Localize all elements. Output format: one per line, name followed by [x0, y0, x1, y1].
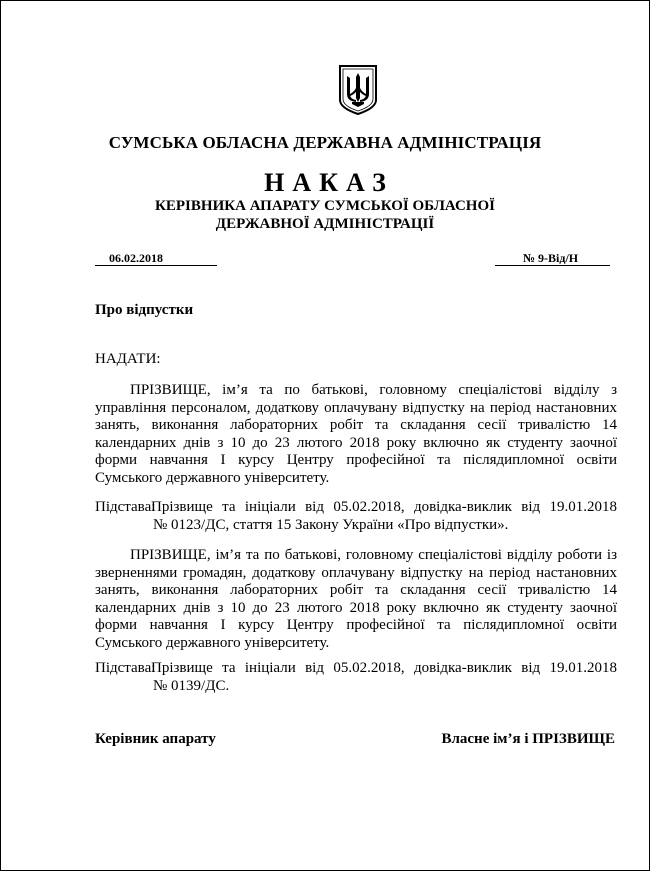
issuer-line-2: ДЕРЖАВНОЇ АДМІНІСТРАЦІЇ — [215, 216, 435, 232]
order-item-1-basis — [95, 499, 617, 534]
signatory-name: Власне ім’я і ПРІЗВИЩЕ — [441, 731, 615, 747]
issuer-line-1: КЕРІВНИКА АПАРАТУ СУМСЬКОЇ ОБЛАСНОЇ — [155, 198, 495, 214]
document-type-title: НАКАЗ — [264, 168, 394, 197]
basis-text-line-2: № 0139/ДС. — [153, 677, 230, 694]
order-item-2-text: ПРІЗВИЩЕ, ім’я та по батькові, головному спеціалістові відділу роботи із зверненнями громадян, додаткову оплачувану відпустку на період настановних занять, виконання лабораторних робіт та складання сесії тривалістю 14 календарних днів з 10 до 23 лютого 2018 року включно як студенту заочної форми навчання І курсу Центру професійної та післядипломної освіти Сумського державного університету. — [95, 547, 617, 651]
order-item-2-basis — [95, 660, 617, 695]
basis-text-line-1: Прізвище та ініціали від 05.02.2018, довідка-виклик від 19.01.2018 — [151, 499, 617, 515]
organization-name: СУМСЬКА ОБЛАСНА ДЕРЖАВНА АДМІНІСТРАЦІЯ — [108, 133, 542, 152]
basis-label: Підстава: — [95, 660, 156, 676]
basis-text-line-1: Прізвище та ініціали від 05.02.2018, довідка-виклик від 19.01.2018 — [151, 660, 617, 676]
trident-emblem-icon — [338, 64, 378, 116]
basis-label: Підстава: — [95, 499, 156, 515]
basis-text-line-2: № 0123/ДС, стаття 15 Закону України «Про відпустки». — [153, 516, 509, 533]
order-item-1-text: ПРІЗВИЩЕ, ім’я та по батькові, головному спеціалістові відділу з управління персоналом, додаткову оплачувану відпустку на період настановних занять, виконання лабораторних робіт та складання сесії тривалістю 14 календарних днів з 10 до 23 лютого 2018 року включно як студенту заочної форми навчання І курсу Центру професійної та післядипломної освіти Сумського державного університету. — [95, 382, 617, 486]
document-subject: Про відпустки — [95, 302, 194, 318]
document-number: № 9-Від/Н — [495, 251, 610, 266]
document-date: 06.02.2018 — [95, 251, 217, 266]
signatory-role: Керівник апарату — [95, 731, 216, 747]
order-intro: НАДАТИ: — [95, 351, 161, 367]
